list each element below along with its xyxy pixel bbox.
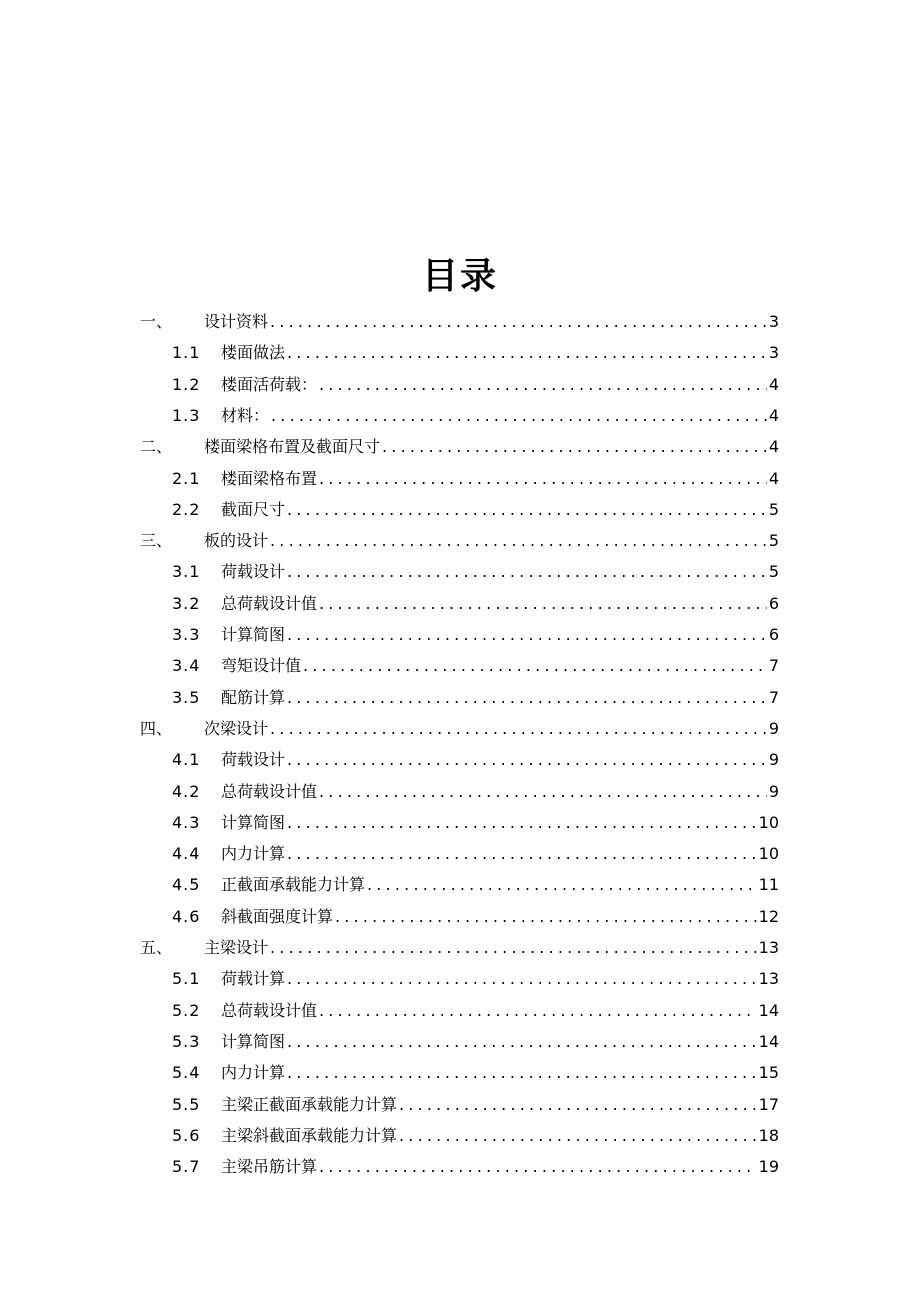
toc-section-entry[interactable] — [172, 776, 779, 807]
toc-entry-number: 5.3 — [172, 1031, 201, 1051]
toc-entry-number: 4.6 — [172, 906, 201, 926]
toc-leader-dots — [270, 932, 757, 963]
toc-entry-number: 2.2 — [172, 499, 201, 519]
toc-entry-number: 5.5 — [172, 1094, 201, 1114]
toc-leader-dots — [319, 369, 767, 400]
toc-entry-title: 主梁吊筋计算 — [221, 1157, 318, 1177]
toc-entry-title: 主梁斜截面承载能力计算 — [221, 1125, 398, 1145]
toc-chapter-entry[interactable] — [140, 431, 779, 462]
toc-section-entry[interactable] — [172, 807, 779, 838]
toc-page-number: 4 — [768, 405, 779, 425]
toc-leader-dots — [287, 337, 767, 368]
toc-entry-number: 一、 — [140, 312, 173, 331]
toc-page-number: 10 — [758, 812, 779, 832]
toc-leader-dots — [367, 869, 757, 900]
toc-section-entry[interactable] — [172, 1089, 779, 1120]
toc-page-number: 12 — [758, 906, 779, 926]
toc-entry-title: 斜截面强度计算 — [221, 906, 334, 926]
toc-page-number: 5 — [768, 531, 779, 551]
toc-leader-dots — [335, 901, 757, 932]
toc-leader-dots — [319, 776, 767, 807]
toc-section-entry[interactable] — [172, 650, 779, 681]
toc-leader-dots — [287, 556, 767, 587]
toc-entry-number: 二、 — [140, 437, 173, 457]
toc-section-entry[interactable] — [172, 963, 779, 994]
toc-page-number: 13 — [758, 938, 779, 957]
toc-entry-title: 配筋计算 — [221, 687, 286, 707]
toc-page-number: 7 — [768, 687, 779, 707]
toc-section-entry[interactable] — [172, 556, 779, 587]
toc-entry-number: 3.3 — [172, 625, 201, 644]
toc-entry-number: 3.2 — [172, 593, 201, 613]
toc-entry-number: 2.1 — [172, 468, 201, 488]
toc-leader-dots — [270, 306, 767, 337]
toc-entry-title: 次梁设计 — [204, 718, 269, 738]
toc-entry-number: 4.5 — [172, 875, 201, 895]
toc-entry-number: 4.4 — [172, 844, 201, 864]
toc-leader-dots — [287, 807, 757, 838]
toc-leader-dots — [287, 744, 767, 775]
toc-entry-title: 总荷载设计值 — [221, 1000, 318, 1020]
toc-section-entry[interactable] — [172, 400, 779, 431]
toc-page-number: 4 — [768, 437, 779, 457]
toc-leader-dots — [399, 1089, 757, 1120]
toc-leader-dots — [271, 400, 767, 431]
toc-entry-title: 内力计算 — [221, 1063, 286, 1083]
toc-entry-number: 5.4 — [172, 1063, 201, 1083]
toc-entry-title: 内力计算 — [221, 844, 286, 864]
toc-page-number: 9 — [768, 718, 779, 738]
toc-page-number: 4 — [768, 374, 779, 394]
toc-page-number: 10 — [758, 844, 779, 864]
toc-page-number: 6 — [768, 625, 779, 644]
toc-entry-title: 板的设计 — [204, 531, 269, 551]
toc-entry-title: 主梁正截面承载能力计算 — [221, 1094, 398, 1114]
toc-chapter-entry[interactable] — [140, 306, 779, 337]
document-title: 目录 — [421, 255, 498, 297]
toc-entry-number: 五、 — [140, 938, 173, 957]
toc-entry-title: 荷载设计 — [221, 562, 286, 582]
toc-page-number: 9 — [768, 750, 779, 770]
toc-section-entry[interactable] — [172, 337, 779, 368]
toc-entry-number: 3.4 — [172, 656, 201, 676]
toc-page-number: 4 — [768, 468, 779, 488]
toc-section-entry[interactable] — [172, 588, 779, 619]
toc-section-entry[interactable] — [172, 1120, 779, 1151]
toc-entry-title: 计算简图 — [221, 625, 286, 644]
toc-page-number: 3 — [768, 312, 779, 331]
toc-entry-number: 四、 — [140, 718, 173, 738]
toc-page-number: 17 — [758, 1094, 779, 1114]
toc-entry-title: 主梁设计 — [204, 938, 269, 957]
toc-leader-dots — [287, 494, 767, 525]
toc-section-entry[interactable] — [172, 619, 779, 650]
toc-leader-dots — [319, 588, 767, 619]
toc-leader-dots — [270, 713, 767, 744]
toc-entry-number: 5.6 — [172, 1125, 201, 1145]
toc-entry-number: 4.1 — [172, 750, 201, 770]
toc-section-entry[interactable] — [172, 1151, 779, 1182]
toc-entry-number: 4.3 — [172, 812, 201, 832]
toc-leader-dots — [319, 1151, 757, 1182]
toc-chapter-entry[interactable] — [140, 525, 779, 556]
toc-page-number: 6 — [768, 593, 779, 613]
toc-entry-number: 3.1 — [172, 562, 201, 582]
toc-section-entry[interactable] — [172, 682, 779, 713]
toc-page-number: 3 — [768, 343, 779, 363]
toc-page-number: 5 — [768, 562, 779, 582]
toc-section-entry[interactable] — [172, 869, 779, 900]
toc-section-entry[interactable] — [172, 901, 779, 932]
toc-leader-dots — [287, 1026, 757, 1057]
toc-leader-dots — [319, 463, 767, 494]
toc-entry-number: 三、 — [140, 531, 173, 551]
toc-leader-dots — [382, 431, 767, 462]
toc-entry-number: 1.1 — [172, 343, 201, 363]
toc-entry-title: 材料： — [221, 405, 270, 425]
toc-section-entry[interactable] — [172, 1057, 779, 1088]
toc-entry-title: 计算简图 — [221, 1031, 286, 1051]
toc-entry-title: 截面尺寸 — [221, 499, 286, 519]
toc-page-number: 5 — [768, 499, 779, 519]
toc-leader-dots — [287, 1057, 757, 1088]
toc-entry-number: 5.1 — [172, 969, 201, 989]
toc-chapter-entry[interactable] — [140, 713, 779, 744]
toc-entry-title: 总荷载设计值 — [221, 593, 318, 613]
toc-page-number: 11 — [758, 875, 779, 895]
toc-entry-title: 荷载设计 — [221, 750, 286, 770]
toc-entry-title: 楼面梁格布置及截面尺寸 — [204, 437, 381, 457]
toc-page-number: 9 — [768, 781, 779, 801]
toc-entry-number: 5.7 — [172, 1157, 201, 1177]
toc-leader-dots — [287, 619, 767, 650]
toc-entry-title: 弯矩设计值 — [221, 656, 302, 676]
toc-entry-title: 楼面活荷载： — [221, 374, 318, 394]
toc-entry-title: 总荷载设计值 — [221, 781, 318, 801]
toc-page-number: 18 — [758, 1125, 779, 1145]
toc-section-entry[interactable] — [172, 463, 779, 494]
toc-leader-dots — [319, 995, 757, 1026]
toc-leader-dots — [270, 525, 767, 556]
toc-section-entry[interactable] — [172, 838, 779, 869]
toc-entry-title: 设计资料 — [204, 312, 269, 331]
toc-leader-dots — [287, 963, 757, 994]
toc-section-entry[interactable] — [172, 369, 779, 400]
toc-page-number: 14 — [758, 1031, 779, 1051]
toc-leader-dots — [287, 682, 767, 713]
toc-leader-dots — [287, 838, 757, 869]
toc-entry-title: 正截面承载能力计算 — [221, 875, 366, 895]
toc-leader-dots — [303, 650, 767, 681]
toc-entry-number: 1.3 — [172, 405, 201, 425]
toc-entry-title: 楼面做法 — [221, 343, 286, 363]
toc-page-number: 15 — [758, 1063, 779, 1083]
toc-entry-number: 1.2 — [172, 374, 201, 394]
toc-section-entry[interactable] — [172, 744, 779, 775]
toc-page-number: 13 — [758, 969, 779, 989]
toc-chapter-entry[interactable] — [140, 932, 779, 963]
toc-page-number: 14 — [758, 1000, 779, 1020]
toc-entry-title: 楼面梁格布置 — [221, 468, 318, 488]
toc-entry-number: 3.5 — [172, 687, 201, 707]
toc-entry-number: 4.2 — [172, 781, 201, 801]
toc-page-number: 19 — [758, 1157, 779, 1177]
toc-section-entry[interactable] — [172, 995, 779, 1026]
toc-leader-dots — [399, 1120, 757, 1151]
toc-entry-title: 计算简图 — [221, 812, 286, 832]
toc-entry-title: 荷载计算 — [221, 969, 286, 989]
toc-page-number: 7 — [768, 656, 779, 676]
toc-section-entry[interactable] — [172, 1026, 779, 1057]
toc-entry-number: 5.2 — [172, 1000, 201, 1020]
toc-section-entry[interactable] — [172, 494, 779, 525]
